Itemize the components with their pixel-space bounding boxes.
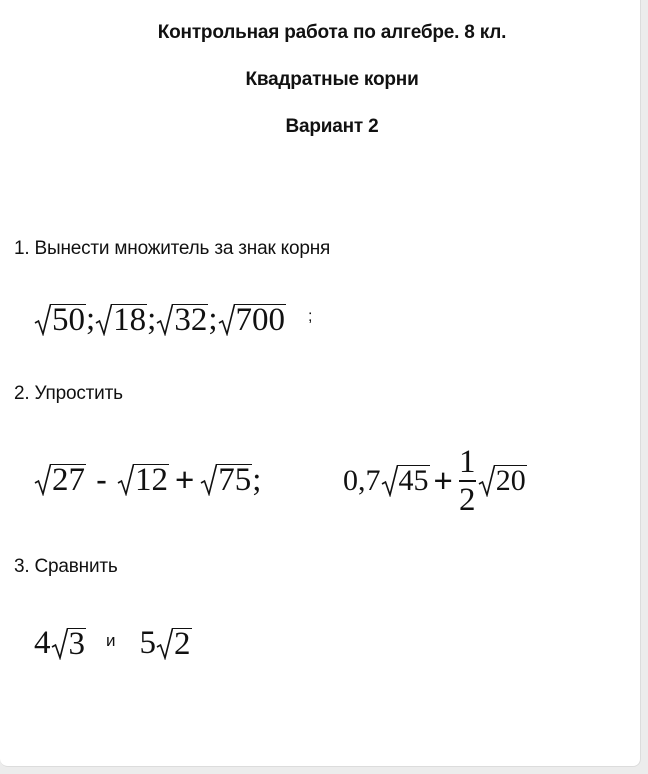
fraction-numerator: 1 [459,444,476,480]
radical-sign-icon [34,304,51,336]
radical-sign-icon [381,465,398,497]
sqrt-20: 20 [478,465,527,497]
sqrt-50: 50 [34,304,86,336]
coefficient-right: 5 [139,625,156,661]
sqrt-75: 75 [200,464,252,496]
radical-sign-icon [200,464,217,496]
radical-sign-icon [156,628,173,660]
separator: ; [147,301,157,337]
variant-heading: Вариант 2 [285,116,379,137]
plus-sign: + [433,461,453,499]
minus-sign: - [96,461,107,498]
sqrt-2: 2 [156,628,192,660]
sqrt-3: 3 [51,628,87,660]
radical-sign-icon [218,304,235,336]
topic-heading: Квадратные корни [245,69,419,90]
fraction-one-half [459,444,476,518]
radical-sign-icon [478,465,495,497]
task-2-expression-2 [343,444,527,518]
task-3-title: 3. Сравнить [14,556,118,577]
sqrt-45: 45 [381,465,430,497]
sqrt-27: 27 [34,464,86,496]
task-1-title: 1. Вынести множитель за знак корня [14,238,331,259]
fraction-denominator: 2 [459,481,476,518]
radical-sign-icon [156,304,173,336]
sqrt-700: 700 [218,304,287,336]
document-title: Контрольная работа по алгебре. 8 кл. [157,22,507,43]
task-2-title: 2. Упростить [14,383,123,404]
task-2-expression-1 [34,461,261,499]
separator: ; [86,301,96,337]
radical-sign-icon [95,304,112,336]
coefficient: 0,7 [343,463,381,497]
radical-sign-icon [51,628,68,660]
trailing-semicolon: ; [308,307,313,325]
sqrt-12: 12 [117,464,169,496]
separator: ; [252,461,262,498]
connector-word: и [106,630,116,650]
separator: ; [208,301,218,337]
radical-sign-icon [117,464,134,496]
sqrt-18: 18 [95,304,147,336]
sqrt-32: 32 [156,304,208,336]
coefficient-left: 4 [34,625,51,661]
radical-sign-icon [34,464,51,496]
task-3-expression [34,625,192,662]
plus-sign: + [175,461,195,498]
task-1-expression [34,301,312,338]
